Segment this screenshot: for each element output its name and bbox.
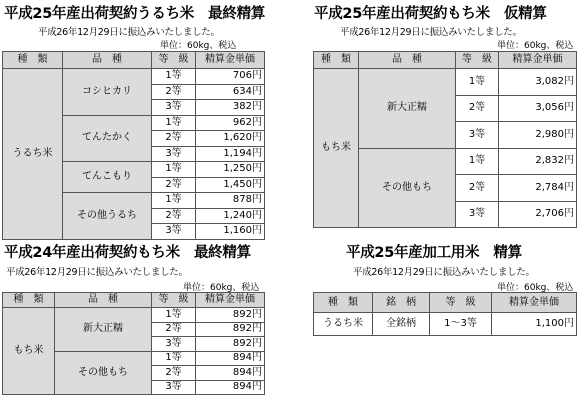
grade-cell: 1等 <box>456 148 499 175</box>
price-cell: 1,620円 <box>196 131 265 147</box>
header-unit-price: 精算金単価 <box>196 293 265 308</box>
header-kind: 種 類 <box>3 293 55 308</box>
kind-cell: もち米 <box>3 308 55 395</box>
grade-cell: 2等 <box>152 366 196 381</box>
header-grade: 等 級 <box>152 293 196 308</box>
price-cell: 894円 <box>196 351 265 366</box>
grade-cell: 1等 <box>152 193 196 209</box>
mochi24-title: 平成24年産出荷契約もち米 最終精算 <box>4 245 251 261</box>
header-grade: 等 級 <box>152 52 196 69</box>
kind-cell: もち米 <box>314 69 359 228</box>
grade-cell: 1等 <box>456 69 499 96</box>
kind-cell: うるち米 <box>314 313 373 336</box>
price-cell: 382円 <box>196 100 265 116</box>
price-cell: 706円 <box>196 69 265 85</box>
grade-cell: 2等 <box>152 131 196 147</box>
price-cell: 2,980円 <box>499 122 577 149</box>
header-kind: 種 類 <box>314 52 359 69</box>
grade-cell: 1等 <box>152 115 196 131</box>
price-cell: 892円 <box>196 337 265 352</box>
mochi24-unit-label: 単位：60kg、税込 <box>183 283 260 293</box>
grade-cell: 1等 <box>152 69 196 85</box>
variety-cell: その他もち <box>55 351 152 395</box>
variety-cell: その他うるち <box>63 193 152 240</box>
header-variety: 品 種 <box>55 293 152 308</box>
grade-cell: 3等 <box>152 100 196 116</box>
price-cell: 962円 <box>196 115 265 131</box>
mochi24-payment-note: 平成26年12月29日に振込みいたしました。 <box>6 267 188 278</box>
grade-cell: 1等 <box>152 351 196 366</box>
header-kind: 種 類 <box>3 52 63 69</box>
header-unit-price: 精算金単価 <box>499 52 577 69</box>
grade-cell: 2等 <box>456 175 499 202</box>
price-cell: 894円 <box>196 366 265 381</box>
variety-cell: てんこもり <box>63 162 152 193</box>
grade-cell: 3等 <box>456 122 499 149</box>
header-variety: 品 種 <box>63 52 152 69</box>
variety-cell: てんたかく <box>63 115 152 162</box>
header-unit-price: 精算金単価 <box>492 293 577 313</box>
grade-cell: 1等 <box>152 308 196 323</box>
header-grade: 等 級 <box>430 293 492 313</box>
header-variety: 品 種 <box>359 52 456 69</box>
uruchi-title: 平成25年産出荷契約うるち米 最終精算 <box>4 6 265 22</box>
price-cell: 1,194円 <box>196 146 265 162</box>
price-cell: 892円 <box>196 322 265 337</box>
variety-cell: コシヒカリ <box>63 69 152 116</box>
table-row <box>314 69 577 96</box>
kako-title: 平成25年産加工用米 精算 <box>346 245 522 261</box>
kako-unit-label: 単位：60kg、税込 <box>497 283 574 293</box>
uruchi-unit-label: 単位：60kg、税込 <box>160 41 237 51</box>
price-cell: 1,100円 <box>492 313 577 336</box>
price-cell: 2,706円 <box>499 201 577 228</box>
price-cell: 892円 <box>196 308 265 323</box>
grade-cell: 2等 <box>152 177 196 193</box>
price-cell: 3,056円 <box>499 95 577 122</box>
table-row <box>314 313 577 336</box>
header-brand: 銘 柄 <box>373 293 430 313</box>
price-cell: 1,160円 <box>196 224 265 240</box>
header-grade: 等 級 <box>456 52 499 69</box>
kind-cell: うるち米 <box>3 69 63 240</box>
price-cell: 3,082円 <box>499 69 577 96</box>
grade-cell: 3等 <box>152 380 196 395</box>
grade-cell: 3等 <box>152 337 196 352</box>
table-row <box>3 308 265 323</box>
mochi24-price-table <box>2 292 265 395</box>
price-cell: 2,784円 <box>499 175 577 202</box>
variety-cell: 新大正糯 <box>359 69 456 149</box>
header-unit-price: 精算金単価 <box>196 52 265 69</box>
mochi25-unit-label: 単位：60kg、税込 <box>497 41 574 51</box>
grade-cell: 2等 <box>152 84 196 100</box>
variety-cell: 新大正糯 <box>55 308 152 352</box>
grade-cell: 2等 <box>152 322 196 337</box>
mochi25-payment-note: 平成26年12月29日に振込みいたしました。 <box>340 27 522 38</box>
brand-cell: 全銘柄 <box>373 313 430 336</box>
price-cell: 1,450円 <box>196 177 265 193</box>
grade-cell: 2等 <box>456 95 499 122</box>
grade-cell: 1～3等 <box>430 313 492 336</box>
price-cell: 1,250円 <box>196 162 265 178</box>
grade-cell: 2等 <box>152 208 196 224</box>
table-row <box>3 69 265 85</box>
uruchi-price-table <box>2 51 265 240</box>
kako-payment-note: 平成26年12月29日に振込みいたしました。 <box>353 267 535 278</box>
header-kind: 種 類 <box>314 293 373 313</box>
mochi25-price-table <box>313 51 577 228</box>
price-cell: 1,240円 <box>196 208 265 224</box>
price-cell: 2,832円 <box>499 148 577 175</box>
variety-cell: その他もち <box>359 148 456 228</box>
price-cell: 878円 <box>196 193 265 209</box>
kako-price-table <box>313 292 577 336</box>
grade-cell: 3等 <box>456 201 499 228</box>
grade-cell: 3等 <box>152 146 196 162</box>
uruchi-payment-note: 平成26年12月29日に振込みいたしました。 <box>38 27 220 38</box>
price-cell: 894円 <box>196 380 265 395</box>
grade-cell: 3等 <box>152 224 196 240</box>
grade-cell: 1等 <box>152 162 196 178</box>
price-cell: 634円 <box>196 84 265 100</box>
mochi25-title: 平成25年産出荷契約もち米 仮精算 <box>314 6 547 22</box>
